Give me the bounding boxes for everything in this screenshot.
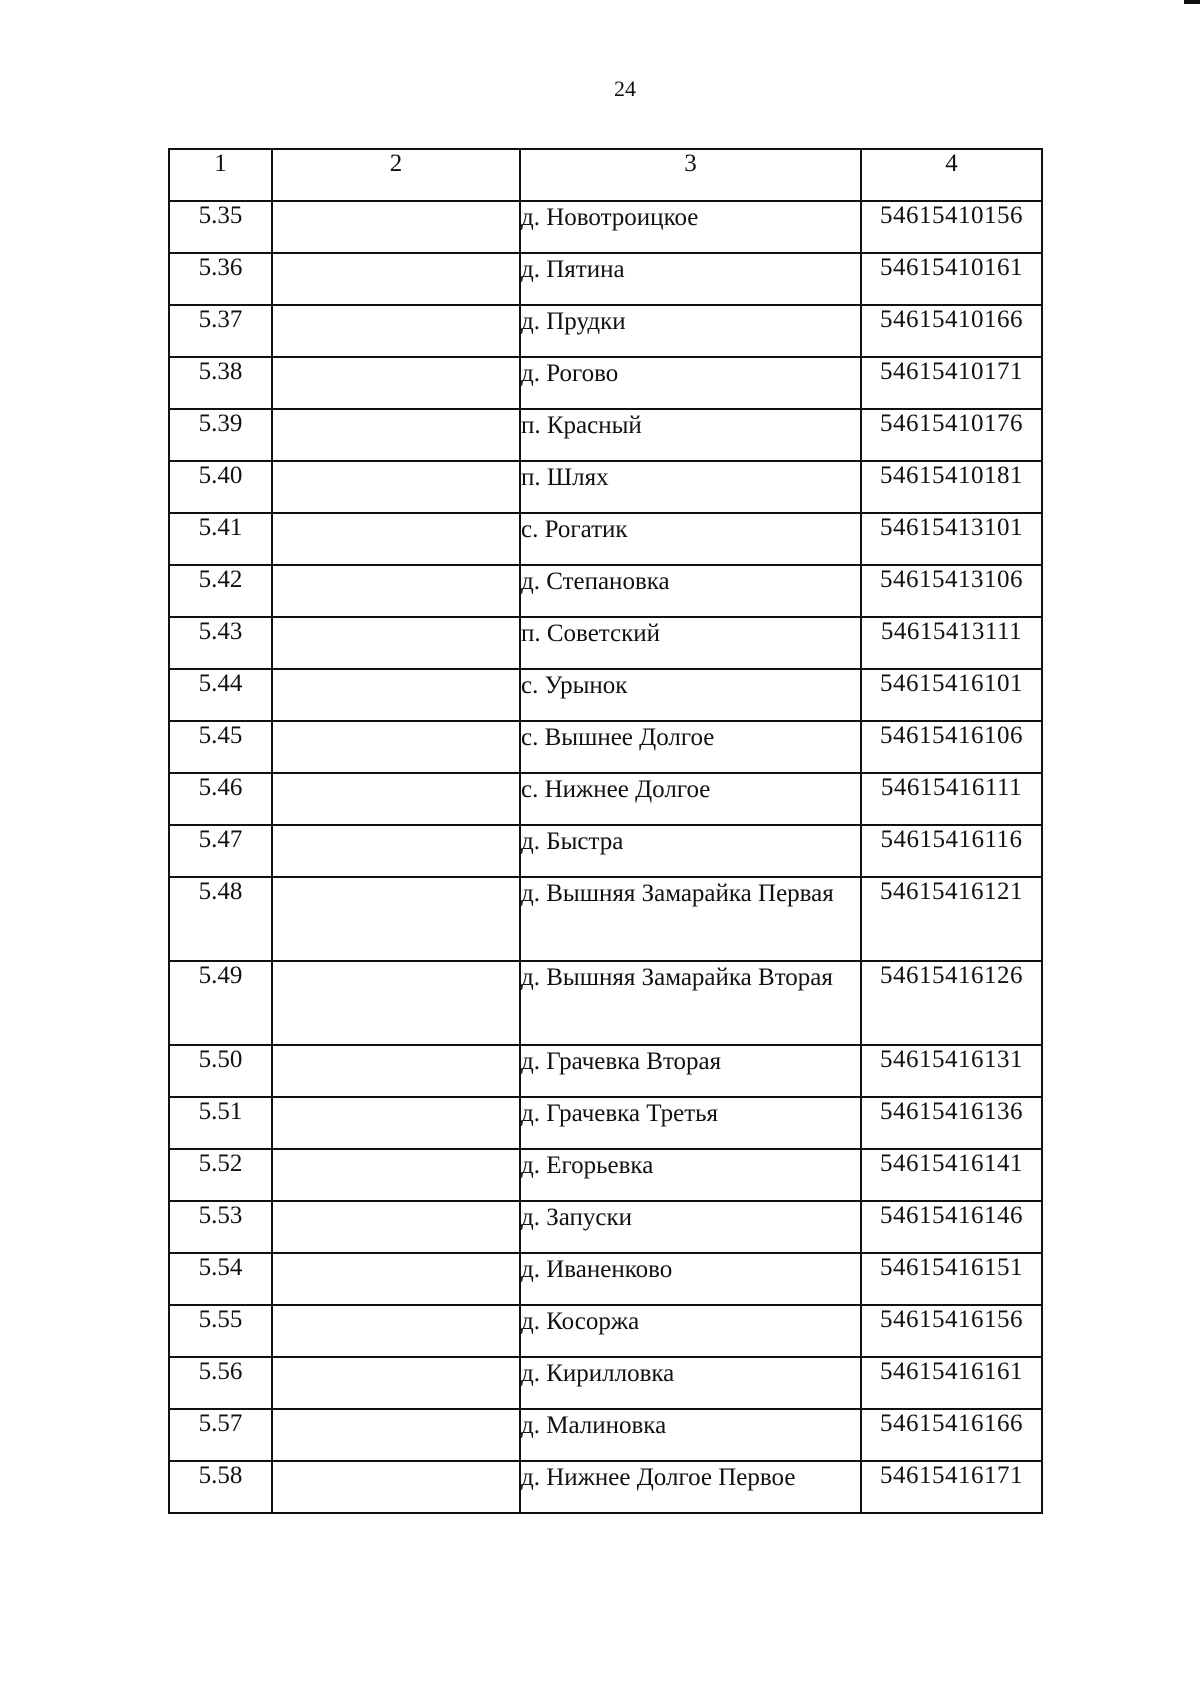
settlement-name: д. Степановка — [520, 565, 861, 617]
settlement-code: 54615413106 — [861, 565, 1042, 617]
table-row — [169, 1357, 1042, 1409]
settlement-name: д. Иваненково — [520, 1253, 861, 1305]
row-number: 5.44 — [169, 669, 272, 721]
settlement-code: 54615416141 — [861, 1149, 1042, 1201]
settlement-code: 54615416146 — [861, 1201, 1042, 1253]
row-number: 5.52 — [169, 1149, 272, 1201]
row-empty-cell — [272, 825, 520, 877]
row-empty-cell — [272, 1149, 520, 1201]
table-row — [169, 1097, 1042, 1149]
row-empty-cell — [272, 1461, 520, 1513]
settlement-name: д. Малиновка — [520, 1409, 861, 1461]
row-number: 5.40 — [169, 461, 272, 513]
row-number: 5.49 — [169, 961, 272, 1045]
settlement-code: 54615416136 — [861, 1097, 1042, 1149]
row-number: 5.55 — [169, 1305, 272, 1357]
settlement-code: 54615410156 — [861, 201, 1042, 253]
settlement-name: д. Прудки — [520, 305, 861, 357]
settlement-code: 54615416166 — [861, 1409, 1042, 1461]
table-body — [169, 201, 1042, 1513]
table-row — [169, 961, 1042, 1045]
page-number: 24 — [614, 76, 636, 101]
row-number: 5.37 — [169, 305, 272, 357]
settlement-code: 54615410166 — [861, 305, 1042, 357]
settlement-code: 54615416111 — [861, 773, 1042, 825]
settlement-code: 54615416126 — [861, 961, 1042, 1045]
table-row — [169, 461, 1042, 513]
settlement-code: 54615410181 — [861, 461, 1042, 513]
settlement-code: 54615416116 — [861, 825, 1042, 877]
settlement-name: п. Красный — [520, 409, 861, 461]
table-row — [169, 201, 1042, 253]
row-empty-cell — [272, 357, 520, 409]
column-header-1: 1 — [169, 149, 272, 201]
row-empty-cell — [272, 773, 520, 825]
header-row — [169, 149, 1042, 201]
table-row — [169, 877, 1042, 961]
row-number: 5.36 — [169, 253, 272, 305]
table-row — [169, 773, 1042, 825]
settlement-code: 54615410171 — [861, 357, 1042, 409]
row-number: 5.48 — [169, 877, 272, 961]
table-row — [169, 1409, 1042, 1461]
row-number: 5.39 — [169, 409, 272, 461]
row-empty-cell — [272, 1409, 520, 1461]
settlement-name: д. Егорьевка — [520, 1149, 861, 1201]
settlement-name: д. Новотроицкое — [520, 201, 861, 253]
row-empty-cell — [272, 1357, 520, 1409]
row-number: 5.54 — [169, 1253, 272, 1305]
settlement-name: с. Рогатик — [520, 513, 861, 565]
row-number: 5.47 — [169, 825, 272, 877]
table-row — [169, 1201, 1042, 1253]
row-number: 5.42 — [169, 565, 272, 617]
settlement-name: д. Вышняя Замарайка Первая — [520, 877, 861, 961]
settlement-name: д. Кирилловка — [520, 1357, 861, 1409]
table-row — [169, 409, 1042, 461]
row-empty-cell — [272, 1201, 520, 1253]
row-empty-cell — [272, 669, 520, 721]
row-empty-cell — [272, 1097, 520, 1149]
row-number: 5.41 — [169, 513, 272, 565]
settlement-code: 54615416151 — [861, 1253, 1042, 1305]
row-number: 5.50 — [169, 1045, 272, 1097]
settlement-name: д. Пятина — [520, 253, 861, 305]
row-number: 5.38 — [169, 357, 272, 409]
settlement-name: п. Советский — [520, 617, 861, 669]
row-empty-cell — [272, 305, 520, 357]
row-number: 5.53 — [169, 1201, 272, 1253]
row-number: 5.51 — [169, 1097, 272, 1149]
settlement-name: д. Запуски — [520, 1201, 861, 1253]
table-row — [169, 513, 1042, 565]
column-header-2: 2 — [272, 149, 520, 201]
table-row — [169, 305, 1042, 357]
settlement-name: д. Нижнее Долгое Первое — [520, 1461, 861, 1513]
settlement-code: 54615413111 — [861, 617, 1042, 669]
row-empty-cell — [272, 961, 520, 1045]
settlement-code: 54615416106 — [861, 721, 1042, 773]
row-empty-cell — [272, 1305, 520, 1357]
settlement-name: д. Косоржа — [520, 1305, 861, 1357]
row-empty-cell — [272, 721, 520, 773]
table-header — [169, 149, 1042, 201]
row-empty-cell — [272, 253, 520, 305]
row-number: 5.43 — [169, 617, 272, 669]
row-empty-cell — [272, 201, 520, 253]
settlement-name: п. Шлях — [520, 461, 861, 513]
settlement-name: д. Вышняя Замарайка Вторая — [520, 961, 861, 1045]
row-empty-cell — [272, 513, 520, 565]
settlement-code: 54615410176 — [861, 409, 1042, 461]
scan-edge-mark — [1184, 0, 1200, 4]
table-row — [169, 617, 1042, 669]
table-row — [169, 1305, 1042, 1357]
row-number: 5.57 — [169, 1409, 272, 1461]
table-row — [169, 1253, 1042, 1305]
column-header-3: 3 — [520, 149, 861, 201]
table-row — [169, 669, 1042, 721]
row-number: 5.35 — [169, 201, 272, 253]
row-number: 5.45 — [169, 721, 272, 773]
row-empty-cell — [272, 461, 520, 513]
settlement-code: 54615410161 — [861, 253, 1042, 305]
table-row — [169, 1461, 1042, 1513]
row-empty-cell — [272, 617, 520, 669]
settlement-name: д. Грачевка Третья — [520, 1097, 861, 1149]
table-row — [169, 1045, 1042, 1097]
row-number: 5.46 — [169, 773, 272, 825]
settlement-code: 54615416121 — [861, 877, 1042, 961]
row-empty-cell — [272, 565, 520, 617]
row-empty-cell — [272, 1045, 520, 1097]
settlement-code: 54615416101 — [861, 669, 1042, 721]
table-row — [169, 565, 1042, 617]
table-row — [169, 357, 1042, 409]
table-row — [169, 721, 1042, 773]
settlement-code: 54615413101 — [861, 513, 1042, 565]
settlement-name: с. Нижнее Долгое — [520, 773, 861, 825]
table-row — [169, 1149, 1042, 1201]
table-row — [169, 253, 1042, 305]
settlement-name: д. Быстра — [520, 825, 861, 877]
settlements-table — [168, 148, 1043, 1514]
settlement-code: 54615416156 — [861, 1305, 1042, 1357]
row-empty-cell — [272, 409, 520, 461]
settlement-name: д. Грачевка Вторая — [520, 1045, 861, 1097]
row-empty-cell — [272, 1253, 520, 1305]
row-number: 5.56 — [169, 1357, 272, 1409]
settlement-name: с. Урынок — [520, 669, 861, 721]
column-header-4: 4 — [861, 149, 1042, 201]
table-row — [169, 825, 1042, 877]
settlement-code: 54615416171 — [861, 1461, 1042, 1513]
settlement-code: 54615416131 — [861, 1045, 1042, 1097]
settlement-name: д. Рогово — [520, 357, 861, 409]
settlement-name: с. Вышнее Долгое — [520, 721, 861, 773]
row-empty-cell — [272, 877, 520, 961]
row-number: 5.58 — [169, 1461, 272, 1513]
settlement-code: 54615416161 — [861, 1357, 1042, 1409]
